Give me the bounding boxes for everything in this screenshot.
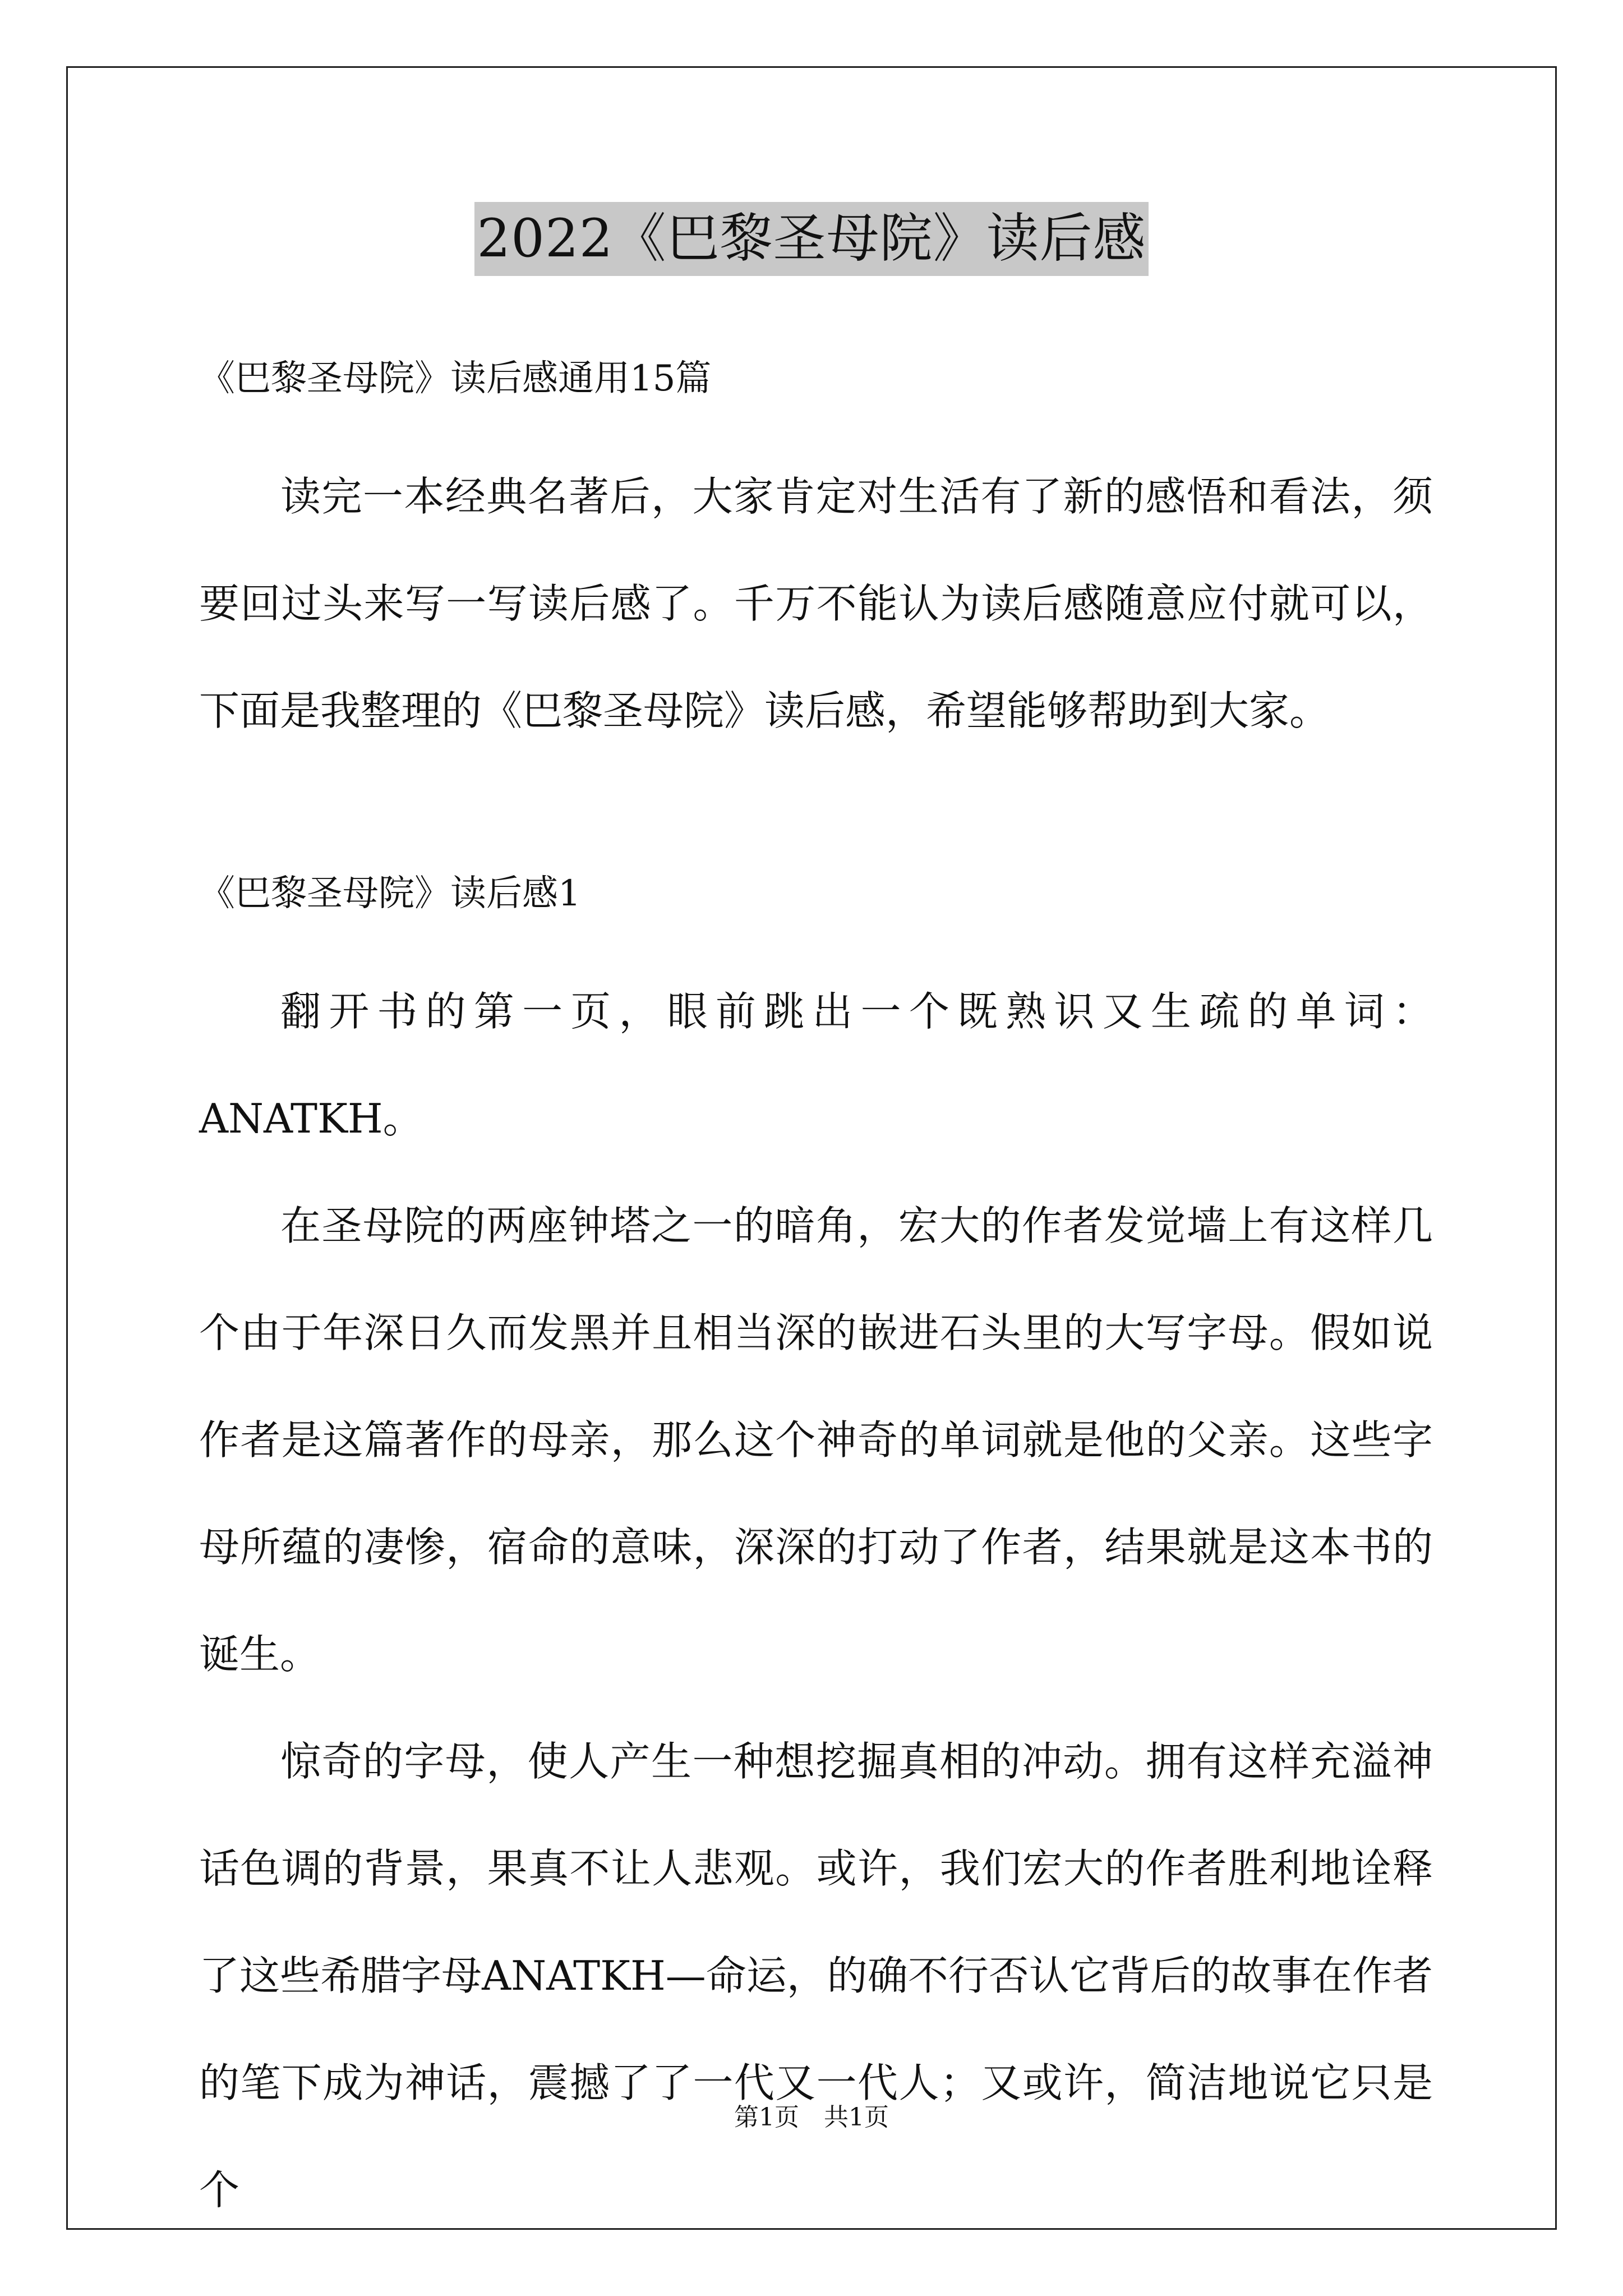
page-footer: 第1页 共1页 xyxy=(734,2103,889,2132)
title-container xyxy=(0,202,1623,276)
document-body xyxy=(199,348,1433,2244)
document-subtitle: 《巴黎圣母院》读后感通用15篇 xyxy=(199,358,712,399)
body-paragraph: 惊奇的字母，使人产生一种想挖掘真相的冲动。拥有这样充溢神话色调的背景，果真不让人悲观。或许，我们宏大的作者胜利地诠释了这些希腊字母ANATKH—命运，的确不行否认它背后的故事在作者的笔下成为神话，震撼了了一代又一代人；又或许，简洁地说它只是个 xyxy=(199,1738,1433,2214)
section-heading: 《巴黎圣母院》读后感1 xyxy=(199,873,581,914)
body-paragraph: 翻开书的第一页，眼前跳出一个既熟识又生疏的单词：ANATKH。 xyxy=(199,988,1433,1142)
intro-paragraph: 读完一本经典名著后，大家肯定对生活有了新的感悟和看法，须要回过头来写一写读后感了。千万不能认为读后感随意应付就可以，下面是我整理的《巴黎圣母院》读后感，希望能够帮助到大家。 xyxy=(199,473,1433,734)
body-paragraph: 在圣母院的两座钟塔之一的暗角，宏大的作者发觉墙上有这样几个由于年深日久而发黑并且相当深的嵌进石头里的大写字母。假如说作者是这篇著作的母亲，那么这个神奇的单词就是他的父亲。这些字母所蕴的凄惨，宿命的意味，深深的打动了作者，结果就是这本书的诞生。 xyxy=(199,1202,1433,1678)
document-title: 2022《巴黎圣母院》读后感 xyxy=(474,202,1148,276)
